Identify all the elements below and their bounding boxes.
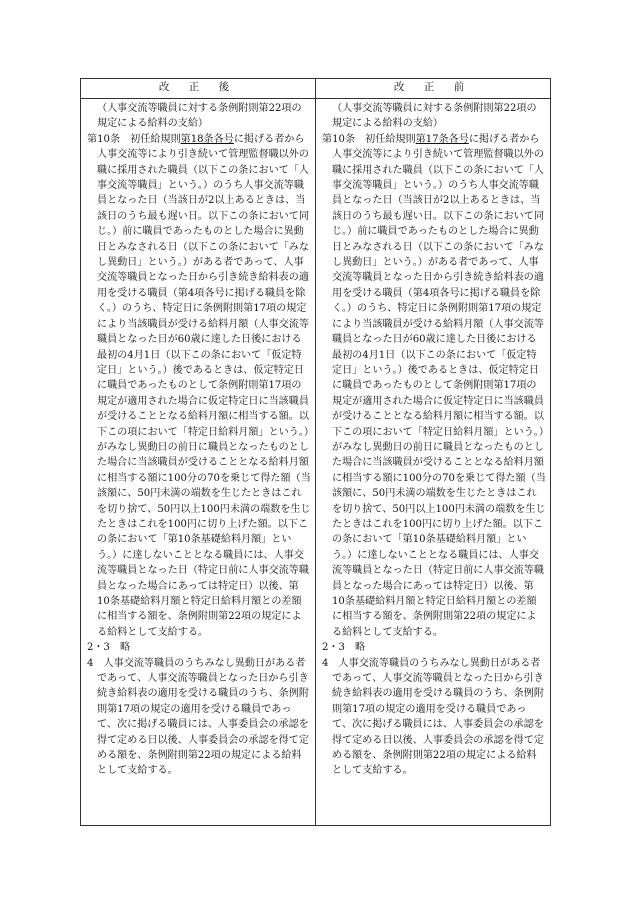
before-article-10 [322,132,546,640]
after-article-number: 第10条 [87,133,121,145]
before-amended-reference: 第17条各号 [415,133,469,145]
body-row [81,99,551,826]
after-article-prefix: 初任給規則 [120,133,181,145]
before-article-number: 第10条 [322,133,356,145]
after-caption: （人事交流等職員に対する条例附則第22項の規定による給料の支給） [97,103,302,130]
before-paragraph-2-3: 2・3 略 [322,642,366,654]
before-caption: （人事交流等職員に対する条例附則第22項の規定による給料の支給） [332,103,537,130]
after-paragraph-4: 4 人事交流等職員のうちみなし異動日がある者であって、人事交流等職員となった日から引き続き給料表の適用を受ける職員のうち、条例附則第17項の規定の適用を受ける職員であって、次に掲げる職員には、人事委員会の承認を得て定める日以後、人事委員会の承認を得て定める額を、条例附則第22項の規定による給料として支給する。 [87,657,309,777]
header-after: 改 正 後 [81,79,316,99]
after-paragraph-2-3: 2・3 略 [87,642,131,654]
header-row [81,79,551,99]
comparison-table [80,78,551,826]
after-article-10 [87,132,311,640]
before-article-body: に掲げる者から人事交流等により引き続いて管理監督職以外の職に採用された職員（以下この条において「人事交流等職員」という。）のうち人事交流等職員となった日（当該日が2以上あるときは、当該日のうち最も遅い日。以下この条において同じ。）前に職員であったものとした場合に異動日とみなされる日（以下この条において「みなし異動日」という。）がある者であって、人事交流等職員となった日から引き続き給料表の適用を受ける職員（第4項各号に掲げる職員を除く。）のうち、特定日に条例附則第17項の規定により当該職員が受ける給料月額（人事交流等職員となった日が60歳に達した日後における最初の4月1日（以下この条において「仮定特定日」という。）後であるときは、仮定特定日に職員であったものとして条例附則第17項の規定が適用された場合に仮定特定日に当該職員が受けることとなる給料月額に相当する額。以下この項において「特定日給料月額」という。）がみなし異動日の前日に職員となったものとした場合に当該職員が受けることとなる給料月額に相当する額に100分の70を乗じて得た額（当該額に、50円未満の端数を生じたときはこれを切り捨て、50円以上100円未満の端数を生じたときはこれを100円に切り上げた額。以下この条において「第10条基礎給料月額」という。）に達しないこととなる職員には、人事交流等職員となった日（特定日前に人事交流等職員となった場合にあっては特定日）以後、第10条基礎給料月額と特定日給料月額との差額に相当する額を、条例附則第22項の規定による給料として支給する。 [332,133,546,638]
before-article-prefix: 初任給規則 [355,133,416,145]
header-before: 改 正 前 [316,79,551,99]
after-article-body: に掲げる者から人事交流等により引き続いて管理監督職以外の職に採用された職員（以下この条において「人事交流等職員」という。）のうち人事交流等職員となった日（当該日が2以上あるときは、当該日のうち最も遅い日。以下この条において同じ。）前に職員であったものとした場合に異動日とみなされる日（以下この条において「みなし異動日」という。）がある者であって、人事交流等職員となった日から引き続き給料表の適用を受ける職員（第4項各号に掲げる職員を除く。）のうち、特定日に条例附則第17項の規定により当該職員が受ける給料月額（人事交流等職員となった日が60歳に達した日後における最初の4月1日（以下この条において「仮定特定日」という。）後であるときは、仮定特定日に職員であったものとして条例附則第17項の規定が適用された場合に仮定特定日に当該職員が受けることとなる給料月額に相当する額。以下この項において「特定日給料月額」という。）がみなし異動日の前日に職員となったものとした場合に当該職員が受けることとなる給料月額に相当する額に100分の70を乗じて得た額（当該額に、50円未満の端数を生じたときはこれを切り捨て、50円以上100円未満の端数を生じたときはこれを100円に切り上げた額。以下この条において「第10条基礎給料月額」という。）に達しないこととなる職員には、人事交流等職員となった日（特定日前に人事交流等職員となった場合にあっては特定日）以後、第10条基礎給料月額と特定日給料月額との差額に相当する額を、条例附則第22項の規定による給料として支給する。 [97,133,311,638]
after-amended-reference: 第18条各号 [180,133,234,145]
after-column [81,99,316,826]
before-paragraph-4: 4 人事交流等職員のうちみなし異動日がある者であって、人事交流等職員となった日から引き続き給料表の適用を受ける職員のうち、条例附則第17項の規定の適用を受ける職員であって、次に掲げる職員には、人事委員会の承認を得て定める日以後、人事委員会の承認を得て定める額を、条例附則第22項の規定による給料として支給する。 [322,657,544,777]
before-column [316,99,551,826]
comparison-document [80,78,550,821]
